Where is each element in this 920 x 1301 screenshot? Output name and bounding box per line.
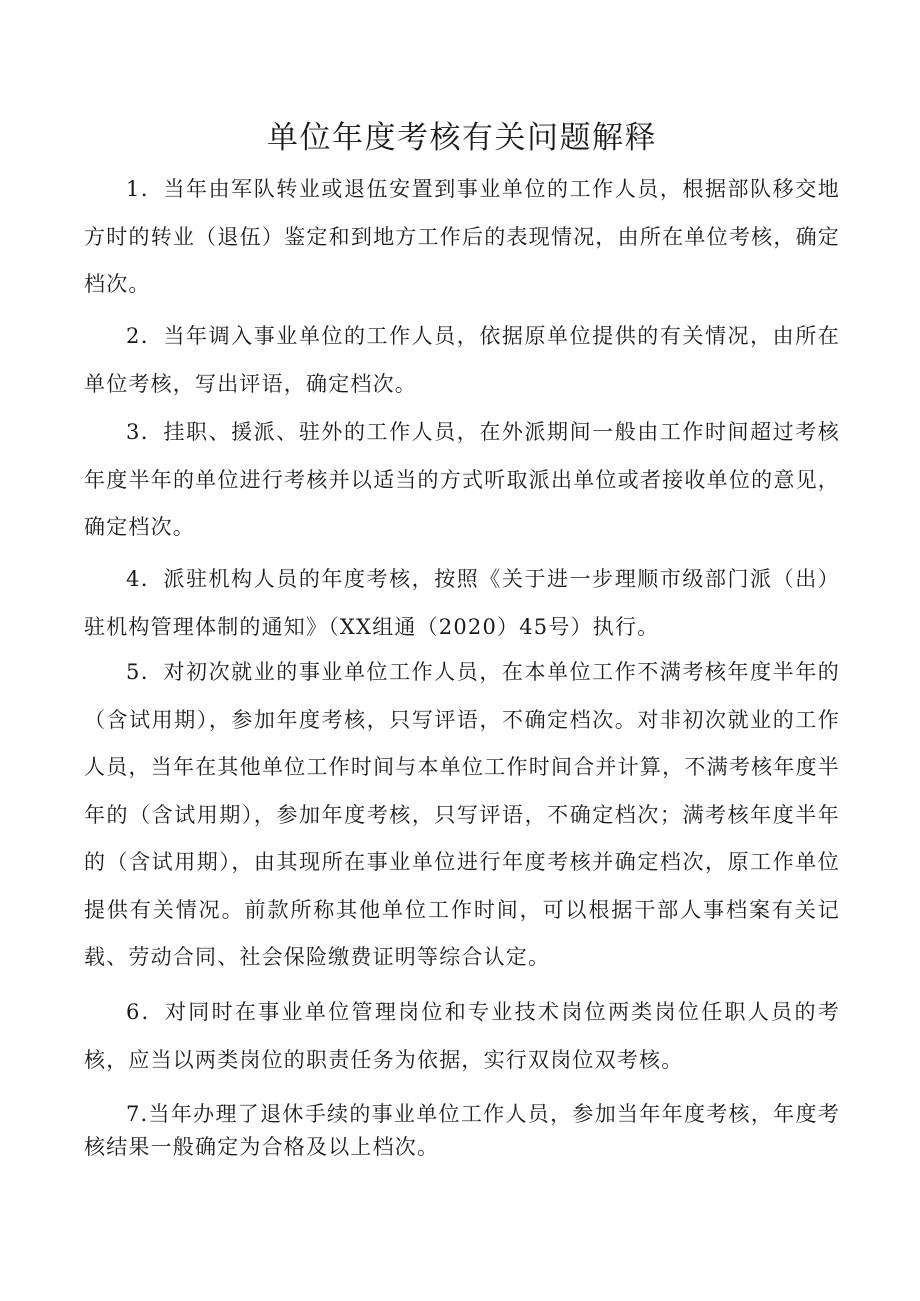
paragraph-item-5: 5．对初次就业的事业单位工作人员，在本单位工作不满考核年度半年的（含试用期），参加年度考核，只写评语，不确定档次。对非初次就业的工作人员，当年在其他单位工作时间与本单位工作时间合并计算，不满考核年度半年的（含试用期），参加年度考核，只写评语，不确定档次；满考核年度半年的（含试用期），由其现所在事业单位进行年度考核并确定档次，原工作单位提供有关情况。前款所称其他单位工作时间，可以根据干部人事档案有关记载、劳动合同、社会保险缴费证明等综合认定。 (84, 660, 840, 969)
paragraph-item-3: 3．挂职、援派、驻外的工作人员，在外派期间一般由工作时间超过考核年度半年的单位进行考核并以适当的方式听取派出单位或者接收单位的意见，确定档次。 (84, 420, 840, 539)
paragraph-item-6: 6．对同时在事业单位管理岗位和专业技术岗位两类岗位任职人员的考核，应当以两类岗位的职责任务为依据，实行双岗位双考核。 (84, 1000, 840, 1072)
paragraph-item-2: 2．当年调入事业单位的工作人员，依据原单位提供的有关情况，由所在单位考核，写出评语，确定档次。 (84, 324, 840, 396)
document-title: 单位年度考核有关问题解释 (267, 120, 657, 156)
paragraph-item-7: 7.当年办理了退休手续的事业单位工作人员，参加当年年度考核，年度考核结果一般确定为合格及以上档次。 (84, 1102, 840, 1159)
paragraph-item-1: 1．当年由军队转业或退伍安置到事业单位的工作人员，根据部队移交地方时的转业（退伍）鉴定和到地方工作后的表现情况，由所在单位考核，确定档次。 (84, 177, 840, 296)
paragraph-item-4: 4．派驻机构人员的年度考核，按照《关于进一步理顺市级部门派（出）驻机构管理体制的通知》（XX组通（2020）45号）执行。 (84, 567, 840, 639)
